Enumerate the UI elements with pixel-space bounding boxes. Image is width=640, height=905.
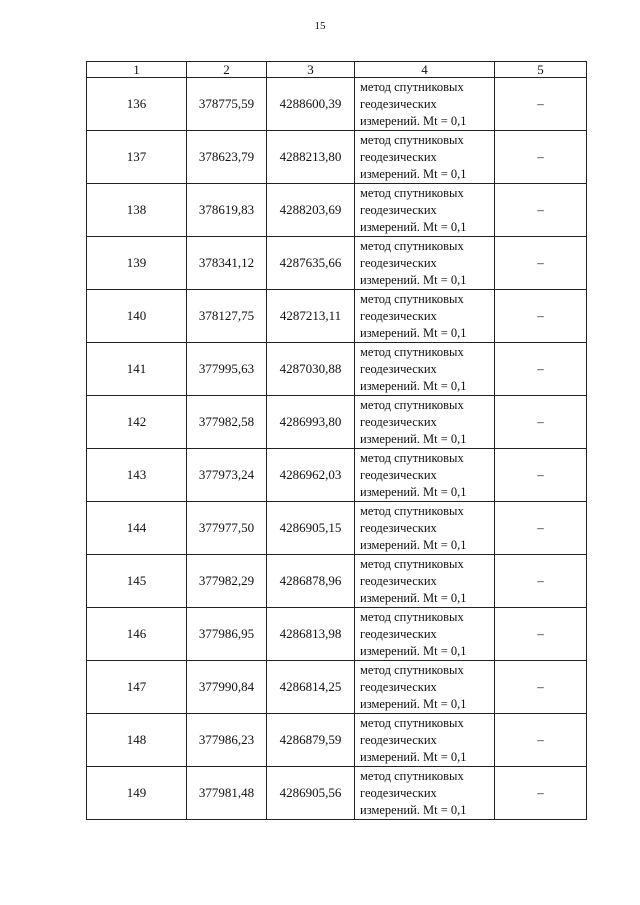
x-coordinate-cell: 377977,50 — [187, 502, 267, 555]
y-coordinate-cell: 4286878,96 — [267, 555, 355, 608]
method-text-line: геодезических — [360, 308, 437, 323]
point-number-cell: 146 — [87, 608, 187, 661]
note-cell: – — [495, 78, 587, 131]
x-coordinate-cell: 377982,29 — [187, 555, 267, 608]
table-row — [87, 131, 587, 184]
method-text-line: метод спутниковых — [360, 185, 464, 200]
method-text-line: метод спутниковых — [360, 662, 464, 677]
point-number-cell: 149 — [87, 767, 187, 820]
method-text-line: измерений. Mt = 0,1 — [360, 431, 467, 446]
y-coordinate-cell: 4287213,11 — [267, 290, 355, 343]
column-header: 1 — [87, 62, 187, 78]
note-cell: – — [495, 343, 587, 396]
method-cell — [355, 502, 495, 555]
x-coordinate-cell: 377990,84 — [187, 661, 267, 714]
method-cell — [355, 78, 495, 131]
method-text-line: геодезических — [360, 573, 437, 588]
method-cell — [355, 555, 495, 608]
x-coordinate-cell: 378127,75 — [187, 290, 267, 343]
y-coordinate-cell: 4287635,66 — [267, 237, 355, 290]
method-text-line: метод спутниковых — [360, 238, 464, 253]
method-text-line: измерений. Mt = 0,1 — [360, 643, 467, 658]
method-cell — [355, 237, 495, 290]
note-cell: – — [495, 290, 587, 343]
table-row — [87, 714, 587, 767]
note-cell: – — [495, 714, 587, 767]
method-text-line: измерений. Mt = 0,1 — [360, 378, 467, 393]
y-coordinate-cell: 4288213,80 — [267, 131, 355, 184]
method-cell — [355, 714, 495, 767]
y-coordinate-cell: 4286962,03 — [267, 449, 355, 502]
point-number-cell: 147 — [87, 661, 187, 714]
table-row — [87, 184, 587, 237]
method-text-line: метод спутниковых — [360, 609, 464, 624]
y-coordinate-cell: 4286814,25 — [267, 661, 355, 714]
method-text-line: измерений. Mt = 0,1 — [360, 484, 467, 499]
method-text-line: измерений. Mt = 0,1 — [360, 537, 467, 552]
method-text-line: геодезических — [360, 732, 437, 747]
method-text-line: метод спутниковых — [360, 344, 464, 359]
x-coordinate-cell: 377981,48 — [187, 767, 267, 820]
point-number-cell: 138 — [87, 184, 187, 237]
method-text-line: геодезических — [360, 626, 437, 641]
table-row — [87, 449, 587, 502]
table-row — [87, 343, 587, 396]
method-text-line: метод спутниковых — [360, 556, 464, 571]
method-cell — [355, 767, 495, 820]
table-row — [87, 608, 587, 661]
column-header: 4 — [355, 62, 495, 78]
coordinates-table — [86, 61, 587, 820]
method-text-line: метод спутниковых — [360, 291, 464, 306]
method-text-line: измерений. Mt = 0,1 — [360, 802, 467, 817]
y-coordinate-cell: 4286993,80 — [267, 396, 355, 449]
y-coordinate-cell: 4286813,98 — [267, 608, 355, 661]
y-coordinate-cell: 4286905,56 — [267, 767, 355, 820]
x-coordinate-cell: 378775,59 — [187, 78, 267, 131]
column-header: 5 — [495, 62, 587, 78]
x-coordinate-cell: 378619,83 — [187, 184, 267, 237]
method-text-line: геодезических — [360, 467, 437, 482]
method-text-line: геодезических — [360, 149, 437, 164]
method-text-line: геодезических — [360, 255, 437, 270]
page-number: 15 — [314, 20, 326, 32]
point-number-cell: 141 — [87, 343, 187, 396]
y-coordinate-cell: 4287030,88 — [267, 343, 355, 396]
note-cell: – — [495, 131, 587, 184]
method-text-line: метод спутниковых — [360, 79, 464, 94]
note-cell: – — [495, 396, 587, 449]
method-text-line: измерений. Mt = 0,1 — [360, 590, 467, 605]
method-text-line: измерений. Mt = 0,1 — [360, 325, 467, 340]
method-text-line: измерений. Mt = 0,1 — [360, 272, 467, 287]
method-text-line: геодезических — [360, 96, 437, 111]
table-row — [87, 502, 587, 555]
table-row — [87, 661, 587, 714]
point-number-cell: 143 — [87, 449, 187, 502]
method-text-line: метод спутниковых — [360, 503, 464, 518]
note-cell: – — [495, 449, 587, 502]
note-cell: – — [495, 767, 587, 820]
method-cell — [355, 608, 495, 661]
method-cell — [355, 131, 495, 184]
note-cell: – — [495, 555, 587, 608]
table-row — [87, 237, 587, 290]
method-text-line: метод спутниковых — [360, 768, 464, 783]
column-header: 2 — [187, 62, 267, 78]
note-cell: – — [495, 184, 587, 237]
method-text-line: измерений. Mt = 0,1 — [360, 696, 467, 711]
method-text-line: геодезических — [360, 679, 437, 694]
x-coordinate-cell: 377986,95 — [187, 608, 267, 661]
x-coordinate-cell: 378623,79 — [187, 131, 267, 184]
point-number-cell: 142 — [87, 396, 187, 449]
method-text-line: метод спутниковых — [360, 132, 464, 147]
point-number-cell: 144 — [87, 502, 187, 555]
method-text-line: измерений. Mt = 0,1 — [360, 749, 467, 764]
table-row — [87, 555, 587, 608]
table-body — [87, 78, 587, 820]
method-text-line: метод спутниковых — [360, 397, 464, 412]
method-text-line: геодезических — [360, 361, 437, 376]
note-cell: – — [495, 502, 587, 555]
method-cell — [355, 396, 495, 449]
method-text-line: метод спутниковых — [360, 450, 464, 465]
x-coordinate-cell: 377973,24 — [187, 449, 267, 502]
point-number-cell: 137 — [87, 131, 187, 184]
method-text-line: геодезических — [360, 202, 437, 217]
x-coordinate-cell: 377995,63 — [187, 343, 267, 396]
note-cell: – — [495, 661, 587, 714]
method-text-line: геодезических — [360, 785, 437, 800]
table-row — [87, 767, 587, 820]
method-cell — [355, 449, 495, 502]
y-coordinate-cell: 4286879,59 — [267, 714, 355, 767]
method-text-line: измерений. Mt = 0,1 — [360, 219, 467, 234]
point-number-cell: 136 — [87, 78, 187, 131]
y-coordinate-cell: 4288203,69 — [267, 184, 355, 237]
method-cell — [355, 184, 495, 237]
point-number-cell: 148 — [87, 714, 187, 767]
x-coordinate-cell: 378341,12 — [187, 237, 267, 290]
method-cell — [355, 661, 495, 714]
point-number-cell: 140 — [87, 290, 187, 343]
x-coordinate-cell: 377982,58 — [187, 396, 267, 449]
table-row — [87, 396, 587, 449]
y-coordinate-cell: 4286905,15 — [267, 502, 355, 555]
method-text-line: измерений. Mt = 0,1 — [360, 166, 467, 181]
method-text-line: измерений. Mt = 0,1 — [360, 113, 467, 128]
method-text-line: метод спутниковых — [360, 715, 464, 730]
method-text-line: геодезических — [360, 520, 437, 535]
method-text-line: геодезических — [360, 414, 437, 429]
method-cell — [355, 290, 495, 343]
table-row — [87, 290, 587, 343]
method-cell — [355, 343, 495, 396]
note-cell: – — [495, 237, 587, 290]
y-coordinate-cell: 4288600,39 — [267, 78, 355, 131]
header-row — [87, 62, 587, 78]
x-coordinate-cell: 377986,23 — [187, 714, 267, 767]
note-cell: – — [495, 608, 587, 661]
table-row — [87, 78, 587, 131]
point-number-cell: 145 — [87, 555, 187, 608]
column-header: 3 — [267, 62, 355, 78]
point-number-cell: 139 — [87, 237, 187, 290]
